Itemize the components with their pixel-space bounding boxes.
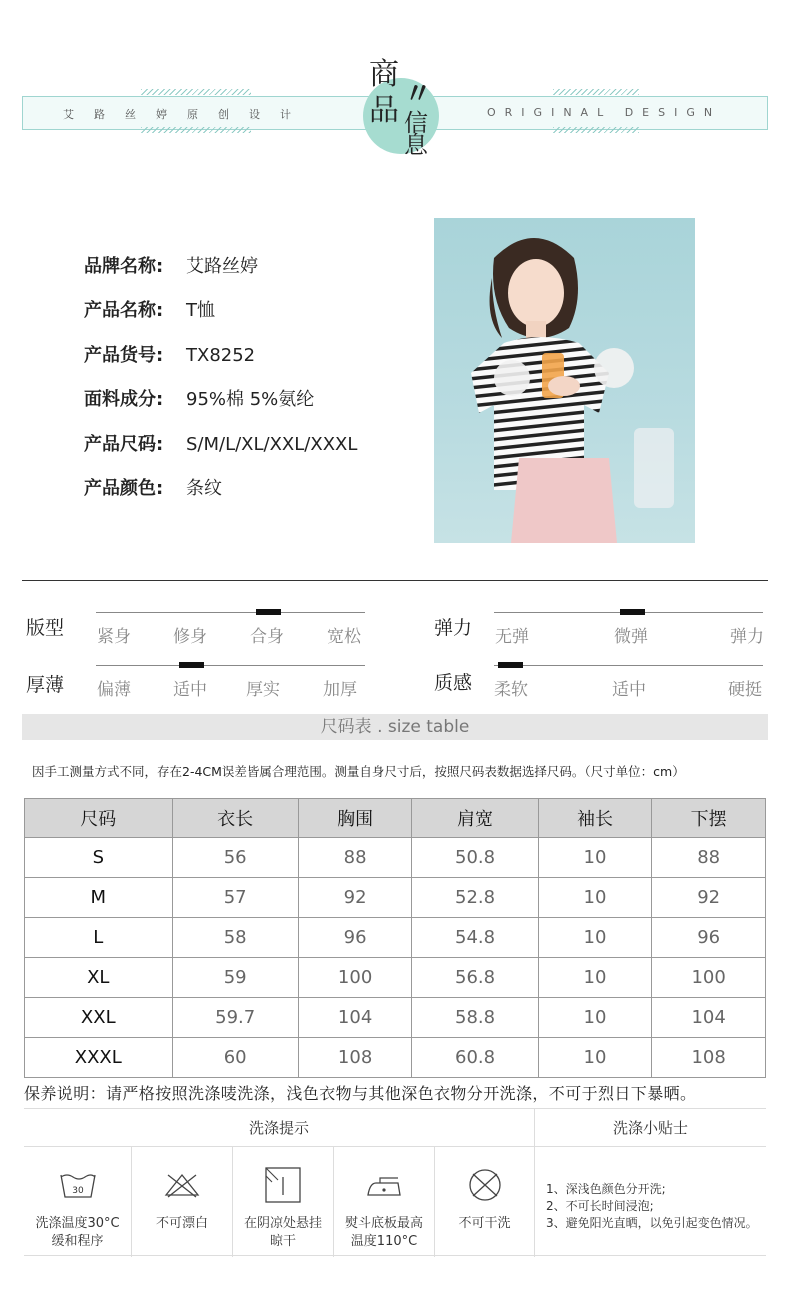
- attr-texture-indicator: [498, 662, 523, 668]
- section-title-char: 息: [404, 131, 428, 159]
- divider: [22, 580, 768, 581]
- no-bleach-icon: [162, 1171, 202, 1201]
- iron-low-icon: [364, 1171, 404, 1201]
- table-cell: XXXL: [25, 1038, 173, 1078]
- section-title-char: 商: [369, 57, 399, 92]
- info-label: 产品名称:: [84, 300, 164, 321]
- table-cell: 10: [538, 918, 652, 958]
- decor-hatch: [141, 89, 251, 95]
- info-label: 产品货号:: [84, 345, 164, 366]
- info-value: T恤: [186, 300, 215, 321]
- size-note: 因手工测量方式不同，存在2-4CM误差皆属合理范围。测量自身尺寸后，按照尺码表数据选择尺码。（尺寸单位：cm）: [32, 764, 685, 779]
- product-photo: [434, 218, 695, 543]
- attr-option: 微弹: [614, 627, 648, 647]
- attr-option: 加厚: [323, 680, 357, 700]
- table-cell: S: [25, 838, 173, 878]
- wash-item: [233, 1147, 334, 1257]
- table-cell: XL: [25, 958, 173, 998]
- quote-mark-icon: 〃: [404, 77, 433, 110]
- line-dry-shade-icon: [263, 1165, 303, 1205]
- attr-texture-scale: [494, 665, 763, 666]
- table-header-row: [25, 799, 766, 838]
- table-row: [25, 1038, 766, 1078]
- section-title-char: 品: [369, 93, 399, 128]
- decor-hatch: [553, 127, 639, 133]
- attr-fit-name: 版型: [26, 617, 65, 639]
- info-label: 面料成分:: [84, 389, 164, 410]
- attr-fit-indicator: [256, 609, 281, 615]
- wash-label: [24, 1215, 131, 1251]
- wash-label-line: 洗涤温度30°C: [35, 1216, 120, 1231]
- wash-temp-badge: 30: [71, 1186, 84, 1196]
- table-row: [25, 838, 766, 878]
- column-header: 胸围: [298, 799, 412, 838]
- info-sizes: [84, 430, 357, 456]
- table-cell: 57: [172, 878, 298, 918]
- info-color: [84, 474, 222, 500]
- tips-list: [546, 1181, 758, 1232]
- table-cell: 10: [538, 998, 652, 1038]
- table-cell: 108: [652, 1038, 766, 1078]
- decor-hatch: [141, 127, 251, 133]
- attr-thickness-indicator: [179, 662, 204, 668]
- tip-item: 2、不可长时间浸泡;: [546, 1199, 654, 1213]
- wash-label: [233, 1215, 333, 1251]
- info-fabric: [84, 385, 314, 411]
- model-illustration: [434, 218, 695, 543]
- column-header: 衣长: [172, 799, 298, 838]
- attr-option: 无弹: [495, 627, 529, 647]
- attr-option: 柔软: [494, 680, 528, 700]
- info-brand: [84, 252, 258, 278]
- column-header: 肩宽: [412, 799, 538, 838]
- wash-label-line: 缓和程序: [51, 1234, 104, 1249]
- attr-option: 厚实: [246, 680, 280, 700]
- table-cell: 100: [652, 958, 766, 998]
- table-cell: 59: [172, 958, 298, 998]
- info-value: 艾路丝婷: [186, 256, 258, 277]
- attr-option: 合身: [250, 627, 284, 647]
- table-cell: 104: [298, 998, 412, 1038]
- table-cell: 96: [652, 918, 766, 958]
- wash-label-line: 熨斗底板最高: [344, 1216, 423, 1231]
- info-value: S/M/L/XL/XXL/XXXL: [186, 434, 358, 455]
- table-cell: 58.8: [412, 998, 538, 1038]
- size-table-title: 尺码表 . size table: [22, 714, 768, 740]
- wash-label: [334, 1215, 434, 1251]
- table-cell: 88: [652, 838, 766, 878]
- info-label: 产品尺码:: [84, 434, 164, 455]
- no-dry-clean-icon: [465, 1167, 505, 1203]
- wash-label: [132, 1215, 232, 1233]
- table-cell: 10: [538, 838, 652, 878]
- table-cell: 92: [652, 878, 766, 918]
- attr-texture-name: 质感: [434, 672, 473, 694]
- tip-item: 3、避免阳光直晒，以免引起变色情况。: [546, 1216, 758, 1230]
- attr-option: 修身: [173, 627, 207, 647]
- wash-label: [435, 1215, 534, 1233]
- decor-hatch: [553, 89, 639, 95]
- attr-option: 适中: [173, 680, 207, 700]
- wash-30-icon: [58, 1171, 98, 1201]
- table-cell: 100: [298, 958, 412, 998]
- table-cell: 54.8: [412, 918, 538, 958]
- table-row: [25, 918, 766, 958]
- tip-item: 1、深浅色颜色分开洗;: [546, 1182, 666, 1196]
- table-cell: 56: [172, 838, 298, 878]
- info-value: 条纹: [186, 478, 222, 499]
- care-note: 保养说明：请严格按照洗涤唛洗涤，浅色衣物与其他深色衣物分开洗涤，不可于烈日下暴晒。: [24, 1084, 697, 1103]
- table-cell: 10: [538, 1038, 652, 1078]
- tips-header: 洗涤小贴士: [535, 1109, 766, 1147]
- table-cell: 104: [652, 998, 766, 1038]
- size-table: [24, 798, 766, 1078]
- table-row: [25, 878, 766, 918]
- table-cell: 52.8: [412, 878, 538, 918]
- wash-label-line: 不可干洗: [458, 1216, 511, 1231]
- wash-label-line: 温度110°C: [350, 1234, 418, 1249]
- washing-section: [24, 1108, 766, 1256]
- banner-right-text: ORIGINAL DESIGN: [487, 106, 722, 119]
- table-cell: 88: [298, 838, 412, 878]
- table-cell: 10: [538, 958, 652, 998]
- info-product-name: [84, 296, 215, 322]
- table-cell: 10: [538, 878, 652, 918]
- wash-label-line: 晾干: [269, 1234, 296, 1249]
- column-header: 尺码: [25, 799, 173, 838]
- attr-option: 偏薄: [97, 680, 131, 700]
- attr-option: 紧身: [97, 627, 131, 647]
- table-cell: 60.8: [412, 1038, 538, 1078]
- wash-label-line: 在阴凉处悬挂: [243, 1216, 322, 1231]
- section-title-char: 信: [404, 109, 428, 137]
- table-cell: 108: [298, 1038, 412, 1078]
- banner-left-text: 艾路丝婷原创设计: [63, 108, 311, 121]
- info-label: 产品颜色:: [84, 478, 164, 499]
- table-cell: 96: [298, 918, 412, 958]
- wash-item: [132, 1147, 233, 1257]
- table-cell: 59.7: [172, 998, 298, 1038]
- info-item-number: [84, 341, 255, 367]
- info-label: 品牌名称:: [84, 256, 164, 277]
- wash-item: [334, 1147, 435, 1257]
- attr-option: 弹力: [730, 627, 764, 647]
- attr-thickness-scale: [96, 665, 365, 666]
- attr-elasticity-indicator: [620, 609, 645, 615]
- wash-item: [24, 1147, 132, 1257]
- table-cell: 92: [298, 878, 412, 918]
- table-cell: L: [25, 918, 173, 958]
- attr-option: 硬挺: [728, 680, 762, 700]
- column-header: 袖长: [538, 799, 652, 838]
- info-value: 95%棉 5%氨纶: [186, 389, 315, 410]
- table-row: [25, 998, 766, 1038]
- attr-fit-scale: [96, 612, 365, 613]
- table-cell: 56.8: [412, 958, 538, 998]
- info-value: TX8252: [186, 345, 256, 366]
- wash-label-line: 不可漂白: [155, 1216, 208, 1231]
- column-header: 下摆: [652, 799, 766, 838]
- attr-thickness-name: 厚薄: [26, 674, 65, 696]
- table-cell: XXL: [25, 998, 173, 1038]
- wash-item: [435, 1147, 535, 1257]
- table-cell: 50.8: [412, 838, 538, 878]
- attr-option: 宽松: [327, 627, 361, 647]
- attr-option: 适中: [612, 680, 646, 700]
- table-cell: 60: [172, 1038, 298, 1078]
- washing-header: 洗涤提示: [24, 1109, 535, 1147]
- attr-elasticity-name: 弹力: [434, 617, 473, 639]
- table-row: [25, 958, 766, 998]
- table-cell: M: [25, 878, 173, 918]
- table-cell: 58: [172, 918, 298, 958]
